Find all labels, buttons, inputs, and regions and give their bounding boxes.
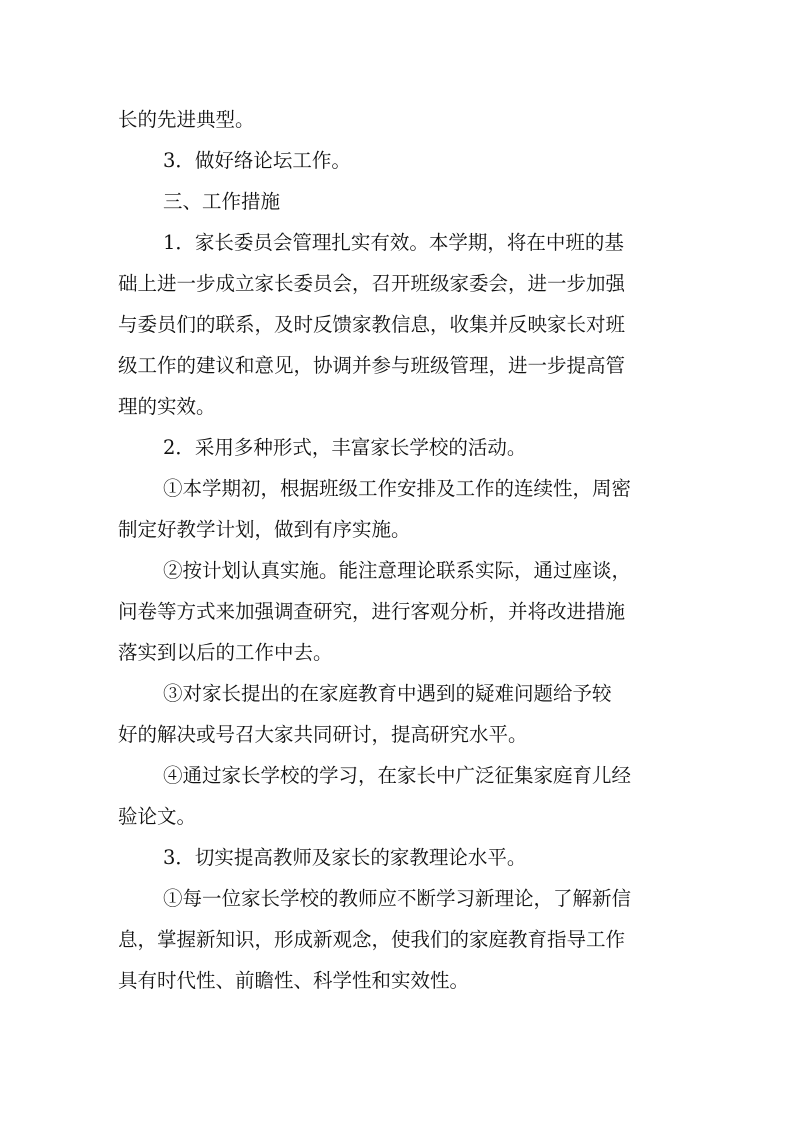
- text-line: ③对家长提出的在家庭教育中遇到的疑难问题给予较: [163, 682, 612, 705]
- text-line: 级工作的建议和意见，协调并参与班级管理，进一步提高管: [118, 354, 626, 377]
- text-line: 落实到以后的工作中去。: [118, 641, 333, 664]
- text-line: ②按计划认真实施。能注意理论联系实际，通过座谈，: [163, 559, 632, 582]
- section-heading: 三、工作措施: [163, 190, 281, 213]
- text-line: 长的先进典型。: [118, 108, 255, 131]
- text-line: 制定好教学计划，做到有序实施。: [118, 518, 411, 541]
- text-line: 验论文。: [118, 805, 197, 828]
- text-line: 1．家长委员会管理扎实有效。本学期，将在中班的基: [163, 231, 624, 254]
- text-line: ④通过家长学校的学习，在家长中广泛征集家庭育儿经: [163, 764, 632, 787]
- text-line: 3．切实提高教师及家长的家教理论水平。: [163, 846, 527, 869]
- document-body: [118, 99, 684, 1001]
- text-line: 与委员们的联系，及时反馈家教信息，收集并反映家长对班: [118, 313, 626, 336]
- text-line: 2．采用多种形式，丰富家长学校的活动。: [163, 436, 527, 459]
- text-line: ①本学期初，根据班级工作安排及工作的连续性，周密: [163, 477, 632, 500]
- text-line: 好的解决或号召大家共同研讨，提高研究水平。: [118, 723, 528, 746]
- text-line: 础上进一步成立家长委员会，召开班级家委会，进一步加强: [118, 272, 626, 295]
- text-line: 息，掌握新知识，形成新观念，使我们的家庭教育指导工作: [118, 928, 626, 951]
- text-line: 3．做好络论坛工作。: [163, 149, 351, 172]
- text-line: ①每一位家长学校的教师应不断学习新理论，了解新信: [163, 887, 632, 910]
- text-line: 理的实效。: [118, 395, 216, 418]
- text-line: 具有时代性、前瞻性、科学性和实效性。: [118, 969, 470, 992]
- text-line: 问卷等方式来加强调查研究，进行客观分析，并将改进措施: [118, 600, 626, 623]
